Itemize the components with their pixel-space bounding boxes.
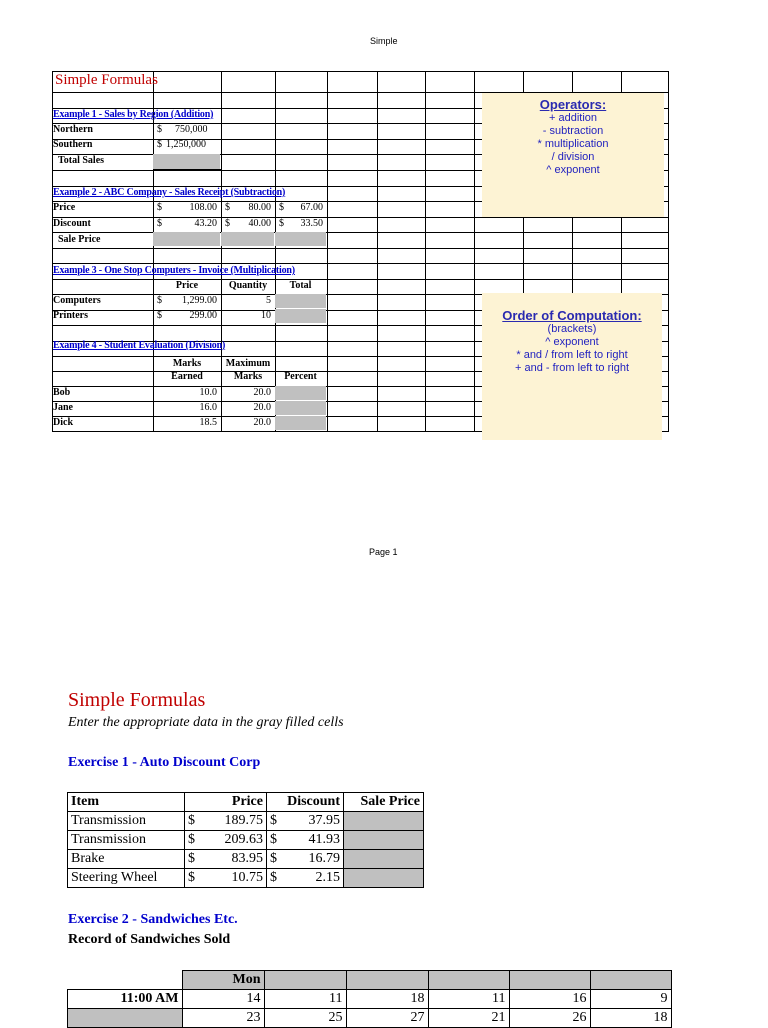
currency: $	[188, 851, 195, 866]
printers-cur: $	[157, 310, 162, 321]
discount-value: 2.15	[315, 870, 340, 885]
exercise-2-title: Exercise 2 - Sandwiches Etc.	[68, 912, 238, 927]
dick-earned: 18.5	[199, 417, 217, 428]
example-3-title: Example 3 - One Stop Computers - Invoice (Multiplication)	[53, 265, 295, 276]
price-header: Price	[185, 793, 267, 812]
count-cell: 18	[346, 990, 428, 1009]
order-title: Order of Computation:	[502, 308, 642, 323]
maximum-marks-header-2: Marks	[233, 371, 263, 382]
total-sales-cell[interactable]	[153, 154, 220, 169]
operator-line: - subtraction	[542, 125, 604, 137]
maximum-marks-header-1: Maximum	[225, 358, 271, 369]
price-value-3: 67.00	[300, 202, 323, 213]
item-cell: Steering Wheel	[68, 869, 185, 888]
printers-qty: 10	[261, 310, 271, 321]
page-footer: Page 1	[369, 547, 398, 557]
blank-corner-cell	[68, 971, 183, 990]
sale-price-cell[interactable]	[344, 850, 424, 869]
ex3-price-header: Price	[175, 280, 199, 291]
jane-max: 20.0	[253, 402, 271, 413]
page-header: Simple	[370, 36, 398, 46]
currency: $	[270, 813, 277, 828]
example-2-title: Example 2 - ABC Company - Sales Receipt (Subtraction)	[53, 187, 286, 198]
southern-label: Southern	[53, 139, 93, 150]
northern-value: 750,000	[175, 124, 208, 135]
discount-cur-3: $	[279, 218, 284, 229]
operators-title: Operators:	[539, 97, 607, 112]
day-header-cell[interactable]	[590, 971, 671, 990]
price-value-2: 80.00	[248, 202, 271, 213]
currency: $	[270, 851, 277, 866]
currency: $	[188, 813, 195, 828]
time-cell[interactable]	[68, 1009, 183, 1028]
currency: $	[270, 832, 277, 847]
item-header: Item	[68, 793, 185, 812]
count-cell: 14	[182, 990, 264, 1009]
day-header-cell[interactable]	[264, 971, 346, 990]
printers-total-cell[interactable]	[275, 309, 326, 323]
count-cell: 16	[509, 990, 590, 1009]
sale-price-cell[interactable]	[344, 869, 424, 888]
marks-earned-header-2: Earned	[171, 371, 203, 382]
table-row	[68, 990, 672, 1009]
dick-percent-cell[interactable]	[275, 416, 326, 430]
example-4-title: Example 4 - Student Evaluation (Division)	[53, 340, 226, 351]
bob-earned: 10.0	[199, 387, 217, 398]
operator-line: + addition	[548, 112, 597, 124]
exercise-2-table	[67, 970, 672, 1028]
discount-value: 37.95	[308, 813, 340, 828]
northern-label: Northern	[53, 124, 93, 135]
operator-line: ^ exponent	[546, 164, 600, 176]
discount-cur-1: $	[157, 218, 162, 229]
discount-value: 16.79	[308, 851, 340, 866]
total-sales-label: Total Sales	[58, 155, 105, 166]
marks-earned-header-1: Marks	[172, 358, 202, 369]
sale-price-cell-1[interactable]	[153, 232, 220, 246]
percent-header: Percent	[284, 371, 317, 382]
table-header-row	[68, 793, 424, 812]
sale-price-cell[interactable]	[344, 812, 424, 831]
southern-value: 1,250,000	[166, 139, 206, 150]
operators-note	[482, 93, 664, 217]
discount-cur-2: $	[225, 218, 230, 229]
count-cell: 21	[428, 1009, 509, 1028]
ex3-quantity-header: Quantity	[228, 280, 268, 291]
page2-subtitle: Enter the appropriate data in the gray filled cells	[68, 715, 344, 730]
count-cell: 11	[428, 990, 509, 1009]
item-cell: Transmission	[68, 812, 185, 831]
currency: $	[188, 832, 195, 847]
currency: $	[188, 870, 195, 885]
bob-percent-cell[interactable]	[275, 386, 326, 400]
price-cur-1: $	[157, 202, 162, 213]
table-row	[68, 1009, 672, 1028]
price-cur-3: $	[279, 202, 284, 213]
order-line: * and / from left to right	[516, 349, 628, 361]
operator-line: / division	[551, 151, 595, 163]
item-cell: Transmission	[68, 831, 185, 850]
price-value: 209.63	[224, 832, 263, 847]
operator-line: * multiplication	[537, 138, 609, 150]
currency: $	[270, 870, 277, 885]
order-line: + and - from left to right	[514, 362, 630, 374]
count-cell: 23	[182, 1009, 264, 1028]
count-cell: 26	[509, 1009, 590, 1028]
example-1-title: Example 1 - Sales by Region (Addition)	[53, 109, 214, 120]
sale-price-cell-3[interactable]	[275, 232, 326, 246]
jane-percent-cell[interactable]	[275, 401, 326, 415]
northern-cur: $	[157, 124, 162, 135]
exercise-1-table	[67, 792, 424, 888]
order-note	[482, 293, 662, 440]
price-cell	[185, 812, 267, 831]
discount-value: 41.93	[308, 832, 340, 847]
discount-cell	[267, 831, 344, 850]
price-cell	[185, 850, 267, 869]
day-header-cell[interactable]	[346, 971, 428, 990]
price-value-1: 108.00	[189, 202, 217, 213]
table-row	[68, 850, 424, 869]
jane-earned: 16.0	[199, 402, 217, 413]
discount-cell	[267, 869, 344, 888]
count-cell: 11	[264, 990, 346, 1009]
day-header-cell[interactable]	[509, 971, 590, 990]
sale-price-label: Sale Price	[58, 234, 101, 245]
jane-label: Jane	[53, 402, 73, 413]
exercise-1-title: Exercise 1 - Auto Discount Corp	[68, 755, 261, 770]
computers-total-cell[interactable]	[275, 294, 326, 308]
table-row	[68, 812, 424, 831]
bob-max: 20.0	[253, 387, 271, 398]
price-cell	[185, 869, 267, 888]
discount-label: Discount	[53, 218, 91, 229]
price-cur-2: $	[225, 202, 230, 213]
table-row	[68, 831, 424, 850]
sale-price-cell[interactable]	[344, 831, 424, 850]
dick-label: Dick	[53, 417, 73, 428]
discount-cell	[267, 812, 344, 831]
printers-price: 299.00	[189, 310, 217, 321]
sale-price-header: Sale Price	[344, 793, 424, 812]
table-header-row	[68, 971, 672, 990]
price-value: 189.75	[224, 813, 263, 828]
discount-value-3: 33.50	[300, 218, 323, 229]
count-cell: 27	[346, 1009, 428, 1028]
count-cell: 25	[264, 1009, 346, 1028]
discount-header: Discount	[267, 793, 344, 812]
day-header: Mon	[182, 971, 264, 990]
discount-value-2: 40.00	[248, 218, 271, 229]
count-cell: 9	[590, 990, 671, 1009]
bob-label: Bob	[53, 387, 71, 398]
computers-label: Computers	[53, 295, 101, 306]
discount-value-1: 43.20	[194, 218, 217, 229]
order-line: (brackets)	[547, 323, 597, 335]
sheet-title: Simple Formulas	[55, 72, 158, 88]
item-cell: Brake	[68, 850, 185, 869]
dick-max: 20.0	[253, 417, 271, 428]
printers-label: Printers	[53, 310, 88, 321]
sale-price-cell-2[interactable]	[221, 232, 274, 246]
price-value: 83.95	[231, 851, 263, 866]
time-cell: 11:00 AM	[68, 990, 183, 1009]
record-subtitle: Record of Sandwiches Sold	[68, 932, 231, 947]
table-row	[68, 869, 424, 888]
price-label: Price	[53, 202, 76, 213]
day-header-cell[interactable]	[428, 971, 509, 990]
count-cell: 18	[590, 1009, 671, 1028]
computers-price: 1,299.00	[182, 295, 217, 306]
page2-title: Simple Formulas	[68, 689, 206, 711]
ex3-total-header: Total	[289, 280, 312, 291]
order-line: ^ exponent	[545, 336, 599, 348]
southern-cur: $	[157, 139, 162, 150]
computers-cur: $	[157, 295, 162, 306]
price-value: 10.75	[231, 870, 263, 885]
price-cell	[185, 831, 267, 850]
computers-qty: 5	[266, 295, 271, 306]
discount-cell	[267, 850, 344, 869]
